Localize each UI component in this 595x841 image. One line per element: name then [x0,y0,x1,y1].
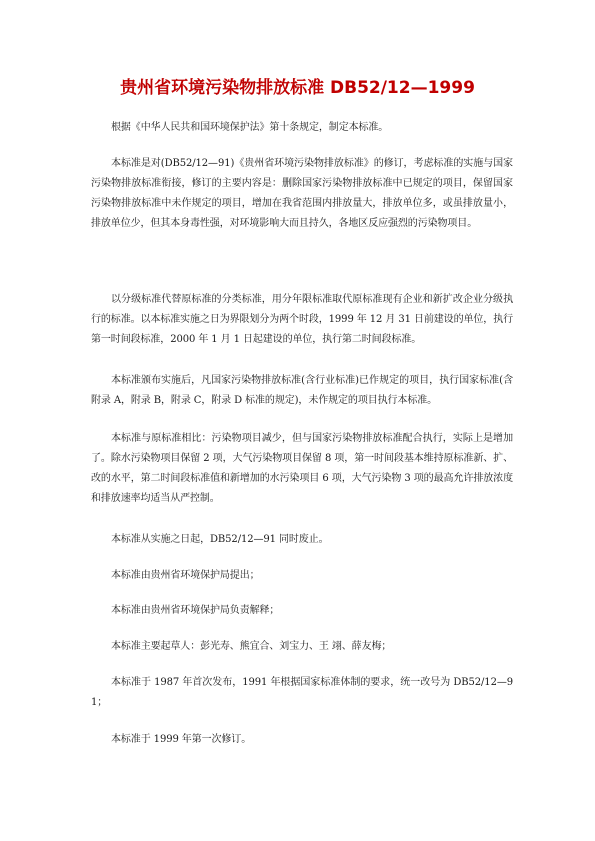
paragraph-drafters: 本标准主要起草人：彭光寿、熊宜合、刘宝力、王 翊、薛友梅； [111,641,392,652]
paragraph-interpreted-by: 本标准由贵州省环境保护局负责解释； [111,605,280,616]
paragraph-legal-basis: 根据《中华人民共和国环境保护法》第十条规定，制定本标准。 [111,122,389,133]
paragraph-first-revision: 本标准于 1999 年第一次修订。 [111,734,252,745]
paragraph-national-standards: 本标准颁布实施后，凡国家污染物排放标准(含行业标准)已作规定的项目，执行国家标准(含附录 A，附录 B，附录 C，附录 D 标准的规定)，未作规定的项目执行本标准。 [91,375,513,406]
paragraph-comparison: 本标准与原标准相比：污染物项目减少，但与国家污染物排放标准配合执行，实际上是增加了。除水污染物项目保留 2 项，大气污染物项目保留 8 项，第一时间段基本维持原标准新、扩、改的水平，第二时间段标准值和新增加的水污染项目 6 项，大气污染物 3 项的最高允许排放浓度和排放速率均适当从严控制。 [91,433,513,504]
paragraph-proposed-by: 本标准由贵州省环境保护局提出； [111,570,260,581]
paragraph-revision-summary: 本标准是对(DB52/12—91)《贵州省环境污染物排放标准》的修订，考虑标准的实施与国家污染物排放标准衔接，修订的主要内容是：删除国家污染物排放标准中已规定的项目，保留国家污染物排放标准中未作规定的项目，增加在我省范围内排放量大，排放单位多，或虽排放量小，排放单位少，但其本身毒性强，对环境影响大而且持久，各地区反应强烈的污染物项目。 [91,158,513,229]
paragraph-supersedes: 本标准从实施之日起，DB52/12—91 同时废止。 [111,534,329,545]
paragraph-grading-periods: 以分级标准代替原标准的分类标准，用分年限标准取代原标准现有企业和新扩改企业分级执行的标准。以本标准实施之日为界限划分为两个时段，1999 年 12 月 31 日前建设的单位，执行第一时间段标准，2000 年 1 月 1 日起建设的单位，执行第二时间段标准。 [91,294,513,345]
document-title: 贵州省环境污染物排放标准 DB52/12—1999 [120,78,475,98]
paragraph-history: 本标准于 1987 年首次发布，1991 年根据国家标准体制的要求，统一改号为 DB52/12—91； [91,677,513,708]
